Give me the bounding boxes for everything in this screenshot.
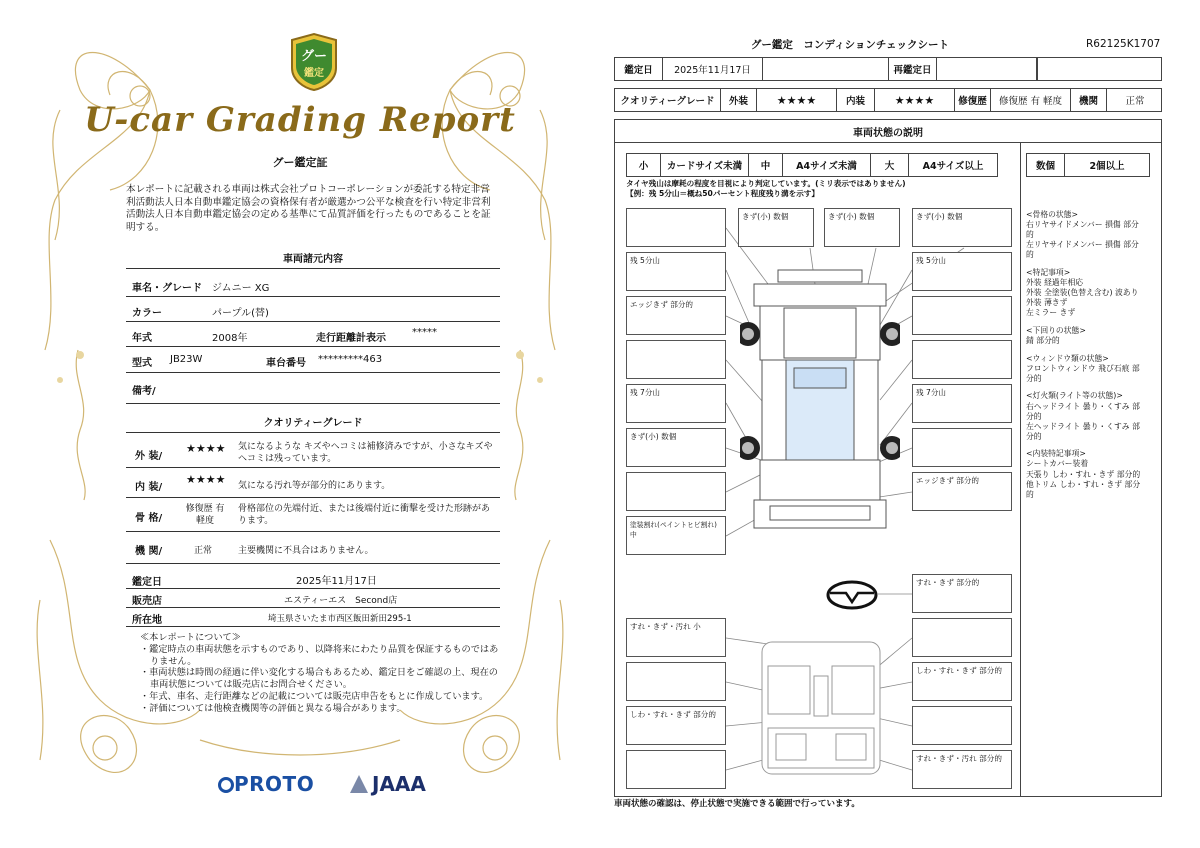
condition-notes: [1026, 210, 1146, 507]
repair-label: 修復歴: [955, 89, 991, 111]
note-box: すれ・きず・汚れ 部分的: [912, 750, 1012, 789]
note-box: [912, 618, 1012, 657]
state-title: 車両状態の説明: [614, 119, 1162, 143]
vehicle-interior-diagram: [754, 636, 888, 780]
note-item: ・評価については他検査機関等の評価と異なる場合があります。: [140, 702, 406, 714]
condition-heading: <下回りの状態>: [1026, 325, 1086, 335]
note-box: エッジきず 部分的: [626, 296, 726, 335]
inspection-date: 2025年11月17日: [296, 576, 377, 587]
note-box: 残 7分山: [626, 384, 726, 423]
interior-desc: 気になる汚れ等が部分的にあります。: [238, 481, 391, 491]
qg-label: クオリティーグレード: [615, 89, 721, 111]
certificate-text: 本レポートに記載される車両は株式会社プロトコーポレーションが委託する特定非営利活動法人日本自動車鑑定協会の資格保有者が厳選かつ公平な検査を行い特定非営利活動法人日本自動車鑑定協会の定める基準にて品質評価を行ったものであることを証明する。: [126, 184, 491, 233]
note-box: [626, 340, 726, 379]
vehicle-exterior-diagram: [740, 268, 900, 540]
tire-note-line: 【例：残 5分山＝概ね50パーセント程度残り溝を示す】: [626, 189, 819, 198]
note-box: きず(小) 数個: [626, 428, 726, 467]
report-code: R62125K1707: [1086, 38, 1161, 50]
chassis-label: 車台番号: [266, 358, 306, 369]
proto-logo: PROTO: [218, 772, 314, 796]
condition-item: 外装 全塗装(色替え含む) 波あり: [1026, 288, 1139, 298]
exterior-desc: 気になるような キズやヘコミは補修済みですが、小さなキズやヘコミは残っています。: [238, 442, 493, 464]
size-large-desc: A4サイズ以上: [922, 161, 984, 172]
date-label: 鑑定日: [615, 58, 663, 80]
mileage-value: *****: [412, 327, 437, 338]
engine-desc: 主要機関に不具合はありません。: [238, 546, 374, 556]
note-box: 塗装割れ(ペイントヒビ割れ) 中: [626, 516, 726, 555]
condition-item: 錆 部分的: [1026, 336, 1060, 346]
note-item: ・鑑定時点の車両状態を示すものであり、以降将来にわたり品質を保証するものではありません。: [140, 643, 499, 667]
type-value: JB23W: [170, 354, 203, 365]
dealer-name: エスティーエス Second店: [284, 596, 398, 606]
frame-grade: 修復歴 有 軽度: [185, 504, 225, 526]
condition-item: 外装 経過年相応: [1026, 278, 1084, 288]
dealer-label: 販売店: [132, 596, 162, 607]
sheet-footnote: 車両状態の確認は、停止状態で実施できる範囲で行っています。: [614, 799, 860, 809]
note-box: エッジきず 部分的: [912, 472, 1012, 511]
type-label: 型式: [132, 358, 152, 369]
condition-item: フロントウィンドウ 飛び石痕 部分的: [1026, 363, 1140, 383]
note-box: きず(小) 数個: [738, 208, 814, 247]
frame-label: 骨 格/: [135, 513, 163, 524]
condition-group: [1026, 210, 1146, 260]
count-label: 数個: [1027, 154, 1065, 176]
chassis-value: *********463: [318, 354, 383, 365]
note-box: すれ・きず・汚れ 小: [626, 618, 726, 657]
size-medium-label: 中: [749, 154, 783, 176]
color-value: パープル(替): [212, 308, 269, 319]
specs-title: 車両諸元内容: [283, 254, 343, 265]
svg-text:グー: グー: [300, 49, 328, 64]
certificate-title: グー鑑定証: [272, 156, 328, 169]
note-box: きず(小) 数個: [824, 208, 900, 247]
condition-group: [1026, 268, 1146, 318]
exterior-label: 外 装/: [135, 451, 163, 462]
date-value: 2025年11月17日: [663, 58, 763, 80]
repair-value: 修復歴 有 軽度: [991, 89, 1071, 111]
condition-group: [1026, 354, 1146, 384]
note-box: しわ・すれ・きず 部分的: [912, 662, 1012, 701]
note-item: ・年式、車名、走行距離などの記載については販売店申告をもとに作成しています。: [140, 690, 489, 702]
note-box: [912, 340, 1012, 379]
condition-group: [1026, 391, 1146, 441]
notes-title: ≪本レポートについて≫: [140, 632, 241, 643]
condition-heading: <ウィンドウ類の状態>: [1026, 353, 1109, 363]
ext-label: 外装: [721, 89, 757, 111]
count-desc: 2個以上: [1089, 161, 1125, 172]
condition-item: 左リヤサイドメンバー 損傷 部分的: [1026, 240, 1139, 260]
report-script-title: U-car Grading Report: [84, 100, 516, 140]
engine-grade: 正常: [194, 546, 213, 556]
note-box: [626, 750, 726, 789]
color-label: カラー: [132, 308, 162, 319]
condition-heading: <特記事項>: [1026, 267, 1071, 277]
dealer-address: 埼玉県さいたま市西区飯田新田295-1: [268, 614, 412, 624]
condition-item: シートカバー装着: [1026, 459, 1089, 469]
ext-grade: ★★★★: [757, 89, 837, 111]
steering-wheel-icon: [826, 580, 878, 610]
condition-heading: <骨格の状態>: [1026, 210, 1079, 219]
svg-text:鑑定: 鑑定: [304, 68, 324, 79]
interior-label: 内 装/: [135, 482, 163, 493]
address-label: 所在地: [132, 615, 162, 626]
year-label: 年式: [132, 333, 152, 344]
note-box: [912, 706, 1012, 745]
frame-desc: 骨格部位の先端付近、または後端付近に衝撃を受けた形跡があります。: [238, 504, 491, 526]
tire-note-line: タイヤ残山は摩耗の程度を目視により判定しています。(ミリ表示ではありません): [626, 179, 906, 188]
condition-group: [1026, 449, 1146, 499]
note-item: ・車両状態は時間の経過に伴い変化する場合もあるため、鑑定日をご確認の上、現在の車両状態については販売店にお問合せください。: [140, 667, 498, 691]
size-medium-desc: A4サイズ未満: [783, 154, 871, 176]
condition-item: 左ミラー きず: [1026, 308, 1076, 318]
condition-item: 左ヘッドライト 曇り・くすみ 部分的: [1026, 421, 1140, 441]
note-box: すれ・きず 部分的: [912, 574, 1012, 613]
note-box: [626, 662, 726, 701]
condition-group: [1026, 326, 1146, 346]
int-grade: ★★★★: [875, 89, 955, 111]
sheet-title: グー鑑定 コンディションチェックシート: [750, 39, 950, 51]
exterior-grade: ★★★★: [186, 442, 226, 455]
note-box: [912, 296, 1012, 335]
note-box: 残 7分山: [912, 384, 1012, 423]
year-value: 2008年: [212, 333, 248, 344]
condition-item: 天張り しわ・すれ・きず 部分的: [1026, 469, 1141, 479]
interior-grade: ★★★★: [186, 473, 226, 486]
note-box: 残 5分山: [912, 252, 1012, 291]
condition-heading: <内装特記事項>: [1026, 449, 1086, 459]
note-box: しわ・すれ・きず 部分的: [626, 706, 726, 745]
note-box: 残 5分山: [626, 252, 726, 291]
note-box: [912, 428, 1012, 467]
condition-item: 右ヘッドライト 曇り・くすみ 部分的: [1026, 401, 1140, 421]
size-small-desc: カードサイズ未満: [661, 154, 749, 176]
model-value: ジムニー XG: [212, 283, 270, 294]
note-box: きず(小) 数個: [912, 208, 1012, 247]
reinspect-label: 再鑑定日: [889, 58, 937, 80]
jaaa-logo: JAAA: [350, 772, 426, 796]
engine-label: 機関: [1071, 89, 1107, 111]
remarks-label: 備考/: [132, 386, 156, 397]
condition-item: 右リヤサイドメンバー 損傷 部分的: [1026, 220, 1139, 240]
mileage-label: 走行距離計表示: [316, 333, 386, 344]
note-box: [626, 208, 726, 247]
condition-item: 他トリム しわ・すれ・きず 部分的: [1026, 479, 1141, 499]
condition-heading: <灯火類(ライト等の状態)>: [1026, 391, 1123, 401]
condition-item: 外装 薄きず: [1026, 298, 1068, 308]
model-label: 車名・グレード: [132, 283, 202, 294]
int-label: 内装: [837, 89, 875, 111]
note-box: [626, 472, 726, 511]
engine-label: 機 関/: [135, 546, 163, 557]
quality-title: クオリティーグレード: [263, 418, 363, 429]
engine-value: 正常: [1125, 96, 1145, 107]
size-small-label: 小: [627, 154, 661, 176]
inspection-date-label: 鑑定日: [132, 577, 162, 588]
size-large-label: 大: [871, 154, 909, 176]
